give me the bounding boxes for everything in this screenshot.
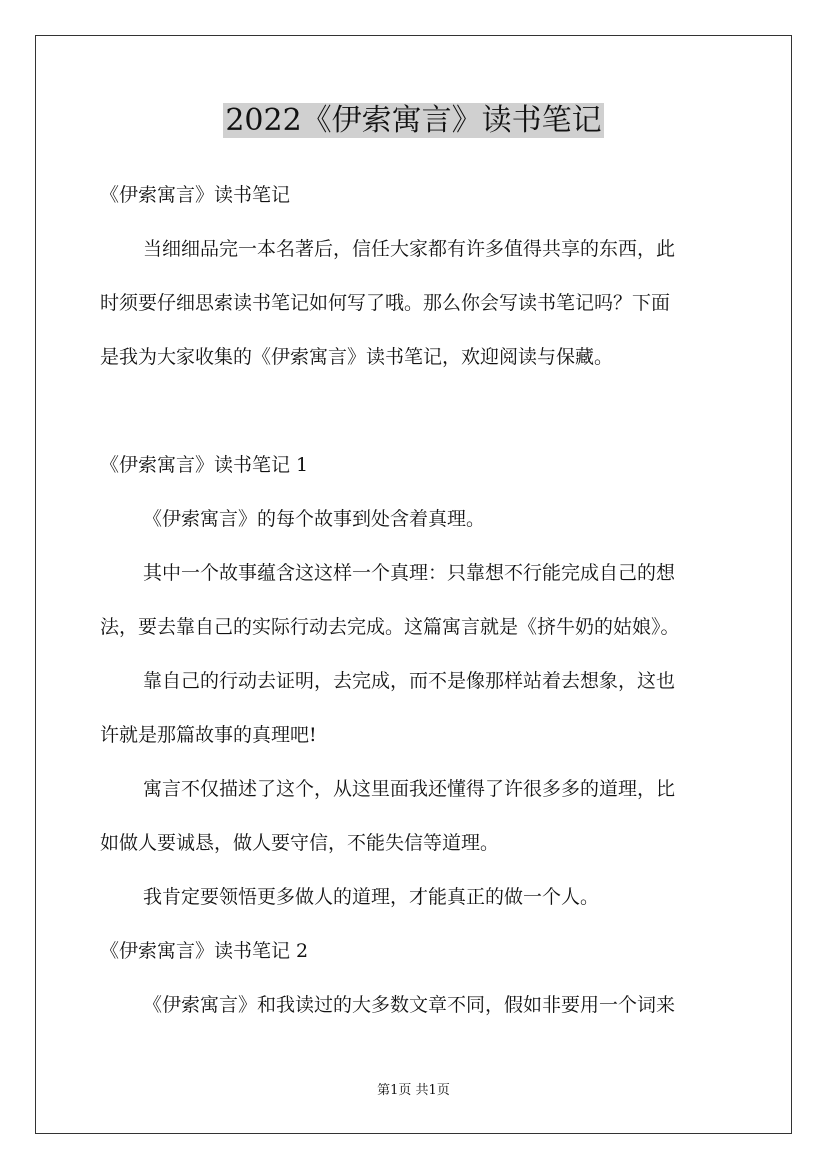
section-heading: 《伊索寓言》读书笔记 2 bbox=[100, 940, 309, 962]
paragraph-line: 当细细品完一本名著后，信任大家都有许多值得共享的东西，此 bbox=[143, 238, 676, 260]
paragraph-line: 我肯定要领悟更多做人的道理，才能真正的做一个人。 bbox=[143, 886, 600, 908]
paragraph-line: 时须要仔细思索读书笔记如何写了哦。那么你会写读书笔记吗？下面 bbox=[100, 292, 671, 314]
section-heading: 《伊索寓言》读书笔记 1 bbox=[100, 454, 309, 476]
document-title: 2022《伊索寓言》读书笔记 bbox=[225, 103, 602, 138]
paragraph-line: 许就是那篇故事的真理吧! bbox=[100, 724, 317, 746]
section-heading: 《伊索寓言》读书笔记 bbox=[100, 184, 291, 206]
paragraph-line: 寓言不仅描述了这个，从这里面我还懂得了许很多多的道理，比 bbox=[143, 778, 676, 800]
paragraph-line: 靠自己的行动去证明，去完成，而不是像那样站着去想象，这也 bbox=[143, 670, 676, 692]
paragraph-line: 其中一个故事蕴含这这样一个真理：只靠想不行能完成自己的想 bbox=[143, 562, 676, 584]
paragraph-line: 《伊索寓言》的每个故事到处含着真理。 bbox=[143, 508, 486, 530]
page-footer: 第1页 共1页 bbox=[377, 1083, 450, 1098]
paragraph-line: 如做人要诚恳，做人要守信，不能失信等道理。 bbox=[100, 832, 500, 854]
paragraph-line: 是我为大家收集的《伊索寓言》读书笔记，欢迎阅读与保藏。 bbox=[100, 346, 614, 368]
paragraph-line: 法，要去靠自己的实际行动去完成。这篇寓言就是《挤牛奶的姑娘》。 bbox=[100, 616, 680, 638]
paragraph-line: 《伊索寓言》和我读过的大多数文章不同，假如非要用一个词来 bbox=[143, 994, 676, 1016]
